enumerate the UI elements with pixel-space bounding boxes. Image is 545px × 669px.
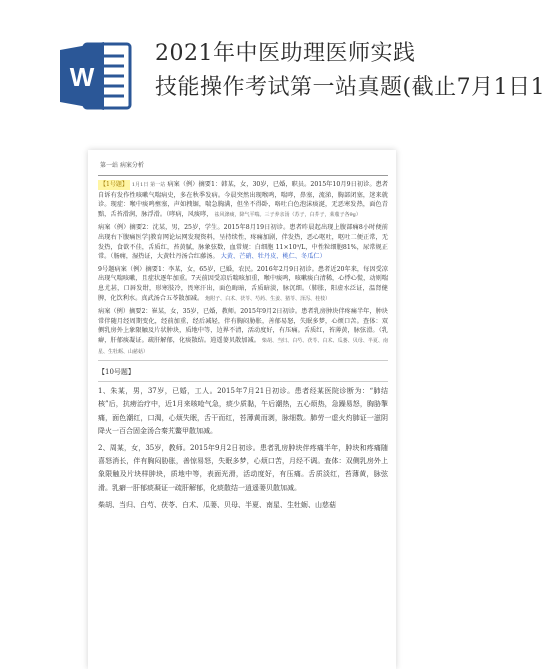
paragraph-2: 2、周某，女，35岁，教师。2015年9月2日初诊。患者乳房肿块伴疼痛半年，肿块和疼痛随喜怒消长，伴有胸闷胁胀，善惊易怒，失眠多梦，心烦口苦，月经不调。查体：双侧乳房外上象限触及片块样肿块，质地中等，表面光滑，活动度好，有压痛。舌质淡红，苔薄黄，脉弦滑。乳癖一肝郁痰凝证一疏肝解郁，化痰散结一逍遥蒌贝散加减。 (98, 443, 388, 492)
page-content (98, 158, 388, 516)
case-tag-note: 1月1日 第一站 (131, 182, 166, 188)
case-3-herbs: 炮附子、白术、茯苓、芍药、生姜、猪苓、泽泻、桂枝） (205, 295, 331, 302)
case-1 (98, 180, 388, 220)
case-4 (98, 307, 388, 357)
document-page-preview[interactable] (88, 150, 396, 669)
document-title-line1: 2021年中医助理医师实践 (155, 41, 416, 66)
case-3-text: 9号题病案（例）摘要1：李某，女，65岁，已婚，农民。2016年2月9日初诊。患者近20年来，每因受凉出现气喘咳嗽，且症状逐年加重。7天前因受凉后喘咳加重，喉中痰鸣，咳嗽痰白清稀，心悸心慌，动则喘息尤甚，口唇发绀，形寒肢冷，畏寒汗出，面色晦暗，舌质暗淡，脉沉细。（肺胀，阳虚水泛证，温肾健脾，化饮利水。真武汤合五苓散加减。 (98, 265, 388, 302)
header (0, 0, 545, 130)
section-title: 第一站 病案分析 (100, 162, 144, 169)
paragraph-1: 1、朱某，男，37岁，已婚，工人。2015年7月21日初诊。患者经某医院诊断为：“肺结核”后，抗痨治疗中，近1月来咳呛气急，痰少质黏，午后潮热，五心烦热，急躁易怒，胸胁掣痛，面色潮红，口渴，心烦失眠，舌干而红，苔薄黄而剥，脉细数。肺劳一虚火灼肺证一滋阴降火一百合固金汤合秦艽鳖甲散加减。 (98, 387, 388, 435)
case-3 (98, 265, 388, 304)
section-divider (98, 175, 388, 176)
case-4-herbs: 柴胡、当归、白芍、茯苓、白术、瓜蒌、贝母、半夏、南星、生牡蛎、山慈菇） (98, 337, 388, 355)
case-1-text: 病案（例）摘要1：韩某，女，30岁，已婚，职员。2015年10月9日初诊。患者自诉有发作性咳嗽气喘病史，多在秋季发病。今晨突然出现喉鸣，喘哮，鼻塞，流涕，胸部闭塞，迷来就诊。现症：喉中痰鸣壅塞，声如拽锯，喘急胸满，但坐不得卧，咯吐白色泡沫痰涎，无恶寒发热，面色青黯，舌苔滑润，脉浮滑。（哮病，风痰哮， (98, 181, 389, 218)
case-2 (98, 223, 388, 261)
document-title-line2: 技能操作考试第一站真题(截止7月1日1 (155, 75, 545, 100)
case-2-text: 病案（例）摘要2：沈某，男，25岁，学生。2015年8月19日初诊。患者昨晨起出现上腹部痛8小时便前出现右下腹痛医学|教育网论坛网发现资料，呈持续性，疼痛加剧，伴发热，恶心呕吐，呕吐二便正常，无发热，食欲不佳，舌质红，苔黄腻，脉象弦数，血常规：白细胞 11×10⁹/L，中性粒细胞81%，尿常规正常。（肠痈，湿热证，大黄牡丹汤合红藤汤。 (98, 224, 388, 261)
case-2-herbs: 大黄、芒硝、牡丹皮、桃仁、冬瓜仁） (220, 253, 326, 261)
word-doc-icon (58, 38, 134, 114)
svg-text:W: W (69, 62, 95, 92)
divider (98, 360, 388, 361)
paragraph-3: 柴胡、当归、白芍、茯苓、白术、瓜蒌、贝母、半夏、南星、生牡蛎、山慈菇 (98, 500, 336, 509)
case-tag: 【1号题】 (100, 181, 128, 188)
case-1-highlight: 祛风涤痰，降气平喘。三子养亲汤（苏子，白芥子，莱菔子各9g） (214, 211, 361, 218)
case-4-text: 病案（例）摘要2：崔某，女，35岁，已婚，教师。2015年9月2日初诊。患者乳房肿块伴疼痛半年，肿块常伴随月经周期变化，经前加重，经后减轻，伴有胸闷胁胀，善郁易怒，失眠多梦，心烦口苦。查体：双侧乳房外上象限触及片状肿块，质地中等，边界不清，活动度好，有压痛。舌质红，苔薄黄，脉弦滑。（乳癖，肝郁痰凝证。疏肝解郁，化痰散结。逍遥蒌贝散加减。 (98, 308, 388, 344)
section-10-heading: 【10号题】 (98, 368, 135, 377)
divider (98, 381, 388, 382)
